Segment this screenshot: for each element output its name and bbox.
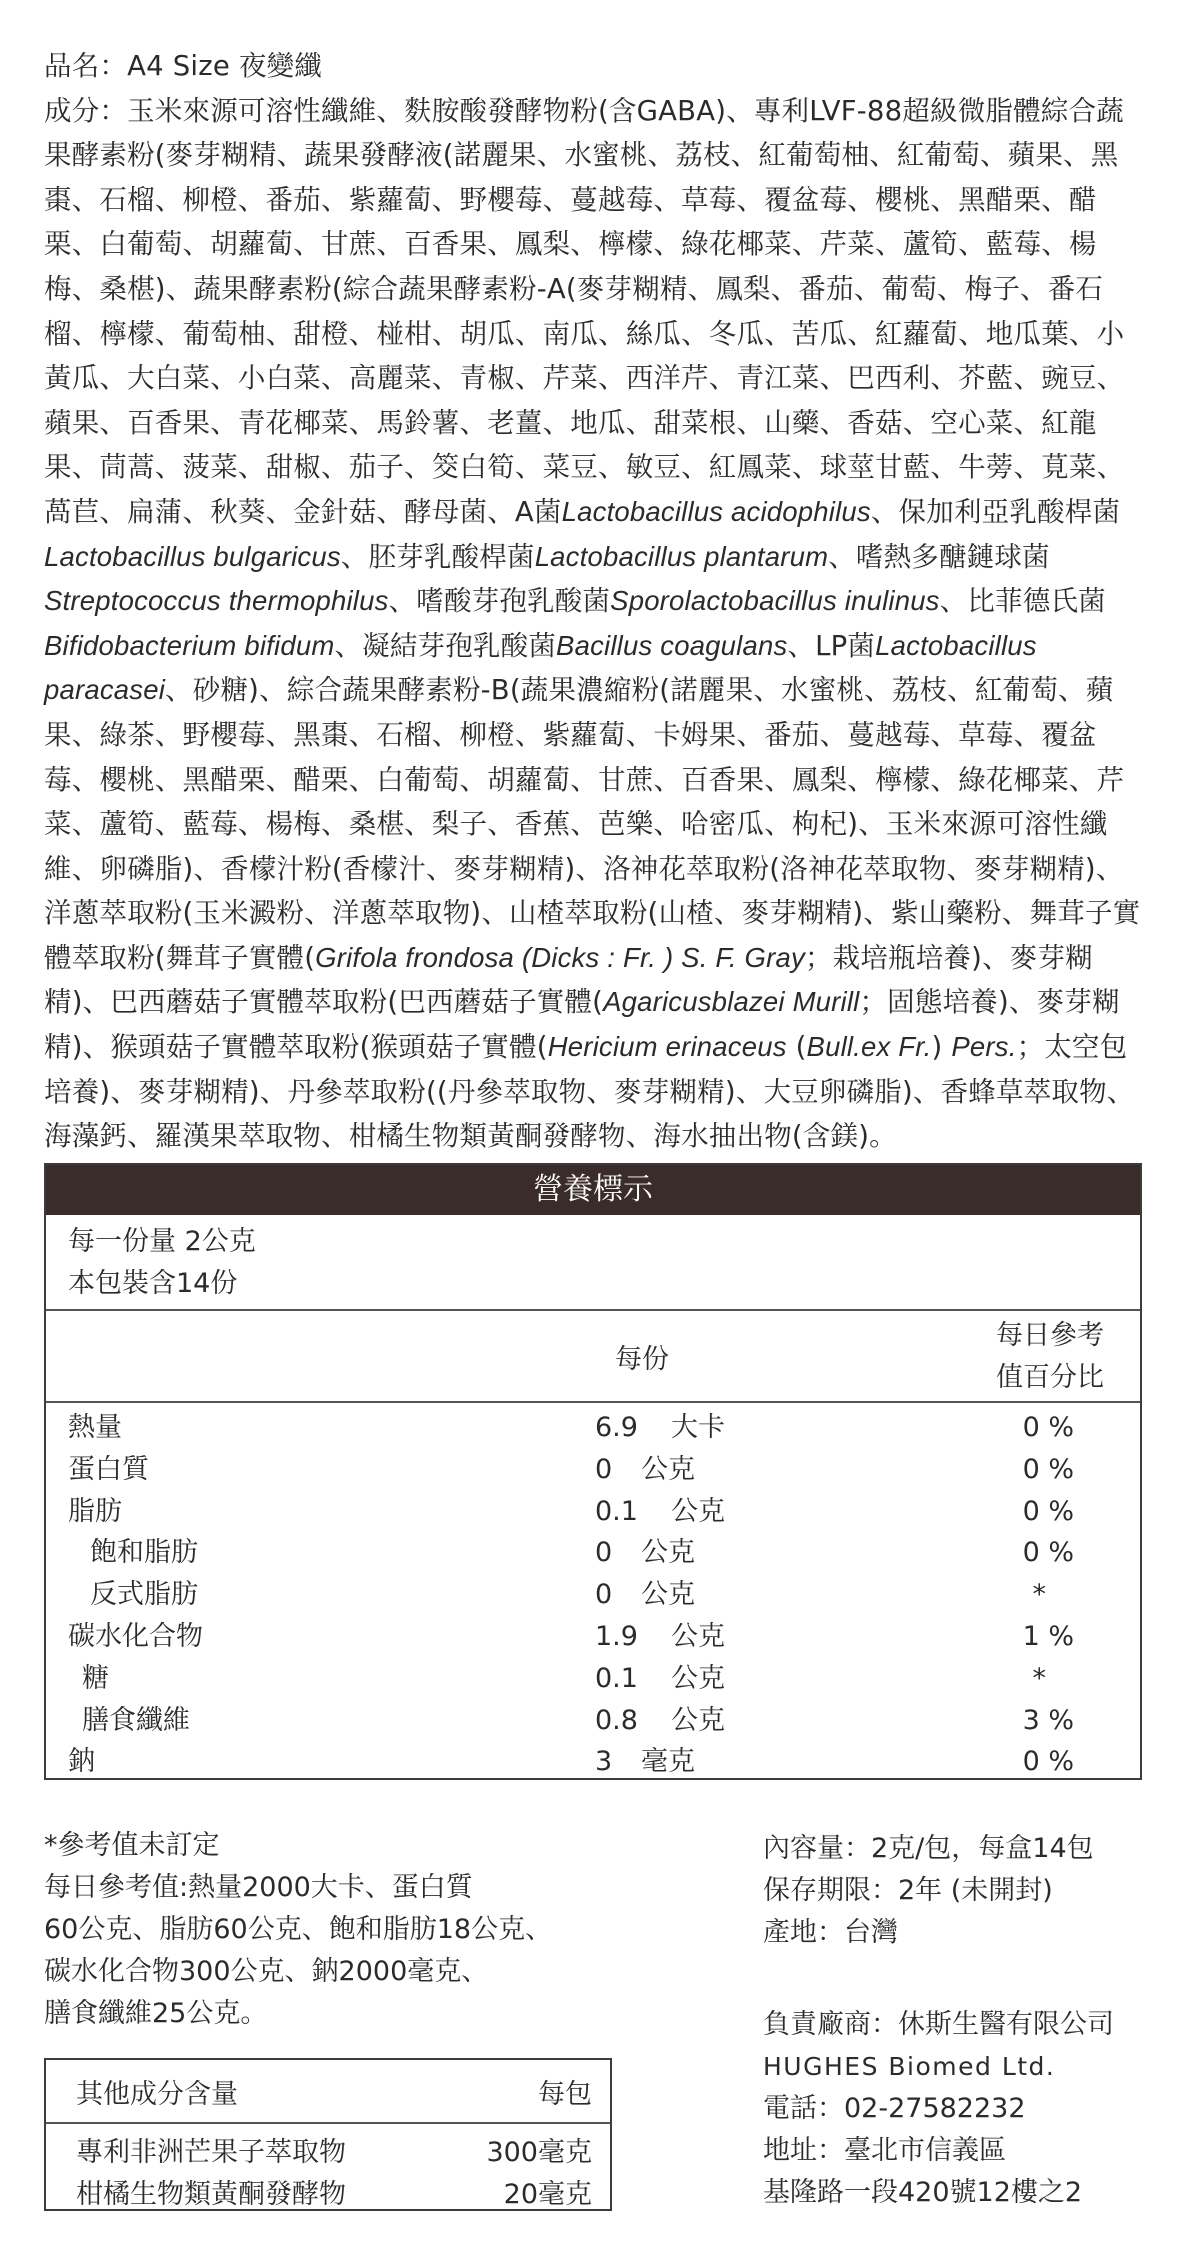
nutrition-title: 營養標示 bbox=[46, 1165, 1140, 1215]
latin-name: Bifidobacterium bifidum bbox=[44, 629, 335, 661]
nutrient-name: 糖 bbox=[82, 1662, 109, 1694]
nutrient-name: 熱量 bbox=[68, 1412, 122, 1443]
other-ingredient-row bbox=[46, 2132, 610, 2174]
nutrient-row-saturated-fat bbox=[46, 1532, 1140, 1574]
latin-name: Lactobacillus acidophilus bbox=[561, 495, 871, 527]
serving-size: 每一份量 2公克 bbox=[68, 1226, 256, 1257]
nutrient-value: 6.9 bbox=[595, 1412, 638, 1443]
ingredient-text: 、砂糖)、綜合蔬果酵素粉-B(蔬果濃縮粉(諾麗果、水蜜桃、荔枝、紅葡萄、蘋果、綠茶、野櫻莓、黑棗、石榴、柳橙、紫蘿蔔、卡姆果、番茄、蔓越莓、草莓、覆盆莓、櫻桃、黑醋栗、醋栗、白葡萄、胡蘿蔔、甘蔗、百香果、鳳梨、檸檬、綠花椰菜、芹菜、蘆筍、藍莓、楊梅、桑椹、梨子、香蕉、芭樂、哈密瓜、枸杞)、玉米來源可溶性纖維、卵磷脂)、香檬汁粉(香檬汁、麥芽糊精)、洛神花萃取粉(洛神花萃取物、麥芽糊精)、洋蔥萃取粉(玉米澱粉、洋蔥萃取物)、山楂萃取粉(山楂、麥芽糊精)、紫山藥粉、舞茸子實體萃取粉(舞茸子實體( bbox=[44, 674, 1141, 974]
nutrient-value: 0.1 bbox=[595, 1495, 638, 1527]
product-info bbox=[763, 1828, 1163, 2214]
nutrient-dv: 1 % bbox=[1022, 1620, 1074, 1652]
nutrient-row-protein bbox=[46, 1449, 1140, 1491]
nutrient-dv: 0 % bbox=[1022, 1412, 1074, 1443]
other-ingredient-amount: 20毫克 bbox=[503, 2179, 592, 2210]
nutrient-dv: 0 % bbox=[1022, 1495, 1074, 1527]
nutrient-dv: * bbox=[1032, 1662, 1046, 1694]
nutrient-unit: 公克 bbox=[641, 1579, 695, 1611]
nutrient-value: 0.8 bbox=[595, 1704, 638, 1736]
nutrient-unit: 公克 bbox=[671, 1704, 725, 1736]
ingredient-text: 、比菲德氏菌 bbox=[939, 585, 1106, 618]
nutrient-dv: 0 % bbox=[1022, 1537, 1074, 1569]
per-pack-label: 每包 bbox=[538, 2079, 592, 2110]
latin-name: Bacillus coagulans bbox=[556, 629, 788, 661]
ingredient-text: ( bbox=[786, 1031, 807, 1064]
other-ingredient-row bbox=[46, 2174, 610, 2216]
nutrient-name: 飽和脂肪 bbox=[90, 1537, 198, 1569]
nutrient-unit: 公克 bbox=[671, 1495, 725, 1527]
latin-name: Lactobacillus plantarum bbox=[534, 540, 829, 572]
nutrient-unit: 公克 bbox=[641, 1453, 695, 1485]
nutrient-dv: 3 % bbox=[1022, 1704, 1074, 1736]
other-ingredients-table bbox=[44, 2058, 612, 2211]
nutrient-dv: 0 % bbox=[1022, 1453, 1074, 1485]
other-ingredient-name: 柑橘生物類黃酮發酵物 bbox=[76, 2179, 346, 2210]
daily-value-header bbox=[996, 1315, 1104, 1399]
ingredient-text: 、凝結芽孢乳酸菌 bbox=[334, 629, 557, 662]
note-line: 每日參考值:熱量2000大卡、蛋白質 bbox=[44, 1872, 473, 1903]
serving-info bbox=[46, 1215, 1140, 1309]
nutrient-value: 3 bbox=[595, 1746, 613, 1778]
nutrient-row-fat bbox=[46, 1491, 1140, 1533]
ingredients-list bbox=[44, 89, 1149, 1159]
latin-name: Bull.ex Fr. bbox=[806, 1031, 932, 1063]
nutrient-value: 1.9 bbox=[595, 1620, 638, 1652]
ingredient-text: ) bbox=[931, 1031, 952, 1064]
ingredients-section bbox=[44, 44, 1149, 1159]
nutrient-row-carbohydrate bbox=[46, 1616, 1140, 1658]
other-ingredients-header bbox=[46, 2060, 610, 2122]
note-line: 碳水化合物300公克、鈉2000毫克、 bbox=[44, 1956, 489, 1987]
nutrient-name: 碳水化合物 bbox=[68, 1620, 203, 1652]
nutrient-name: 鈉 bbox=[68, 1746, 95, 1778]
shelf-life: 保存期限：2年 (未開封) bbox=[763, 1875, 1053, 1906]
nutrient-value: 0 bbox=[595, 1453, 613, 1485]
nutrient-rows bbox=[46, 1403, 1140, 1783]
nutrient-value: 0.1 bbox=[595, 1662, 638, 1694]
nutrient-row-sodium bbox=[46, 1741, 1140, 1783]
nutrient-dv: * bbox=[1032, 1579, 1046, 1611]
latin-name: Pers. bbox=[951, 1031, 1017, 1063]
nutrient-name: 脂肪 bbox=[68, 1495, 122, 1527]
other-ingredient-name: 專利非洲芒果子萃取物 bbox=[76, 2137, 346, 2168]
nutrient-name: 反式脂肪 bbox=[90, 1579, 198, 1611]
column-headers bbox=[46, 1311, 1140, 1401]
nutrient-unit: 毫克 bbox=[641, 1746, 695, 1778]
note-line: 膳食纖維25公克。 bbox=[44, 1998, 268, 2029]
latin-name: Grifola frondosa (Dicks : Fr. ) S. F. Gray bbox=[315, 941, 805, 973]
manufacturer: 負責廠商：休斯生醫有限公司 bbox=[763, 2009, 1114, 2040]
other-header-label: 其他成分含量 bbox=[76, 2079, 238, 2110]
latin-name: Lactobacillus paracasei bbox=[44, 629, 1037, 706]
latin-name: Hericium erinaceus bbox=[547, 1031, 787, 1063]
latin-name: Streptococcus thermophilus bbox=[44, 585, 389, 617]
latin-name: Lactobacillus bulgaricus bbox=[44, 540, 341, 572]
nutrition-facts-table bbox=[44, 1163, 1142, 1780]
nutrient-unit: 公克 bbox=[641, 1537, 695, 1569]
dv-header-line1: 每日參考 bbox=[996, 1320, 1104, 1351]
divider bbox=[46, 2122, 610, 2124]
latin-name: Sporolactobacillus inulinus bbox=[610, 585, 940, 617]
product-name: 品名：A4 Size 夜變纖 bbox=[44, 50, 323, 82]
address-line1: 地址：臺北市信義區 bbox=[763, 2135, 1006, 2166]
origin: 產地：台灣 bbox=[763, 1917, 898, 1948]
latin-name: Agaricusblazei Murill bbox=[603, 986, 860, 1018]
phone: 電話：02-27582232 bbox=[763, 2093, 1026, 2124]
nutrient-name: 蛋白質 bbox=[68, 1453, 149, 1485]
nutrient-value: 0 bbox=[595, 1537, 613, 1569]
other-ingredient-amount: 300毫克 bbox=[486, 2137, 592, 2168]
content-amount: 內容量：2克/包，每盒14包 bbox=[763, 1833, 1094, 1864]
nutrient-row-dietary-fiber bbox=[46, 1700, 1140, 1742]
nutrient-value: 0 bbox=[595, 1579, 613, 1611]
ingredient-text: 成分：玉米來源可溶性纖維、麩胺酸發酵物粉(含GABA)、專利LVF-88超級微脂體綜合蔬果酵素粉(麥芽糊精、蔬果發酵液(諾麗果、水蜜桃、荔枝、紅葡萄柚、紅葡萄、蘋果、黑棗、石榴、柳橙、番茄、紫蘿蔔、野櫻莓、蔓越莓、草莓、覆盆莓、櫻桃、黑醋栗、醋栗、白葡萄、胡蘿蔔、甘蔗、百香果、鳳梨、檸檬、綠花椰菜、芹菜、蘆筍、藍莓、楊梅、桑椹)、蔬果酵素粉(綜合蔬果酵素粉-A(麥芽糊精、鳳梨、番茄、葡萄、梅子、番石榴、檸檬、葡萄柚、甜橙、椪柑、胡瓜、南瓜、絲瓜、冬瓜、苦瓜、紅蘿蔔、地瓜葉、小黃瓜、大白菜、小白菜、高麗菜、青椒、芹菜、西洋芹、青江菜、巴西利、芥藍、豌豆、蘋果、百香果、青花椰菜、馬鈴薯、老薑、地瓜、甜菜根、山藥、香菇、空心菜、紅龍果、茼蒿、菠菜、甜椒、茄子、筊白筍、菜豆、敏豆、紅鳳菜、球莖甘藍、牛蒡、莧菜、萵苣、扁蒲、秋葵、金針菇、酵母菌、A菌 bbox=[44, 94, 1125, 528]
nutrient-row-sugar bbox=[46, 1658, 1140, 1700]
ingredient-text: 、LP菌 bbox=[787, 629, 876, 662]
ingredient-text: 、胚芽乳酸桿菌 bbox=[340, 540, 535, 573]
servings-per-pack: 本包裝含14份 bbox=[68, 1268, 238, 1299]
ingredient-text: 、保加利亞乳酸桿菌 bbox=[870, 495, 1121, 528]
nutrient-row-calories bbox=[46, 1407, 1140, 1449]
nutrient-dv: 0 % bbox=[1022, 1746, 1074, 1778]
manufacturer-english: HUGHES Biomed Ltd. bbox=[763, 2052, 1056, 2081]
nutrient-name: 膳食纖維 bbox=[82, 1704, 190, 1736]
note-line: 60公克、脂肪60公克、飽和脂肪18公克、 bbox=[44, 1914, 553, 1945]
ingredient-text: 、嗜熱多醣鏈球菌 bbox=[828, 540, 1050, 573]
nutrient-unit: 公克 bbox=[671, 1620, 725, 1652]
nutrient-row-trans-fat bbox=[46, 1574, 1140, 1616]
ingredient-text: ；栽培瓶培養)、麥芽糊精)、巴西蘑菇子實體萃取粉(巴西蘑菇子實體( bbox=[44, 941, 1093, 1019]
per-serving-header: 每份 bbox=[615, 1344, 669, 1375]
nutrient-unit: 大卡 bbox=[671, 1412, 725, 1443]
address-line2: 基隆路一段420號12樓之2 bbox=[763, 2177, 1083, 2208]
note-line: *參考值未訂定 bbox=[44, 1830, 220, 1861]
reference-notes bbox=[44, 1825, 604, 2035]
nutrient-unit: 公克 bbox=[671, 1662, 725, 1694]
dv-header-line2: 值百分比 bbox=[996, 1362, 1104, 1393]
ingredient-text: ；固態培養)、麥芽糊精)、猴頭菇子實體萃取粉(猴頭菇子實體( bbox=[44, 986, 1120, 1064]
ingredient-text: 、嗜酸芽孢乳酸菌 bbox=[388, 585, 611, 618]
ingredient-text: ；太空包培養)、麥芽糊精)、丹參萃取粉((丹參萃取物、麥芽糊精)、大豆卵磷脂)、香蜂草萃取物、海藻鈣、羅漢果萃取物、柑橘生物類黃酮發酵物、海水抽出物(含鎂)。 bbox=[44, 1031, 1135, 1153]
